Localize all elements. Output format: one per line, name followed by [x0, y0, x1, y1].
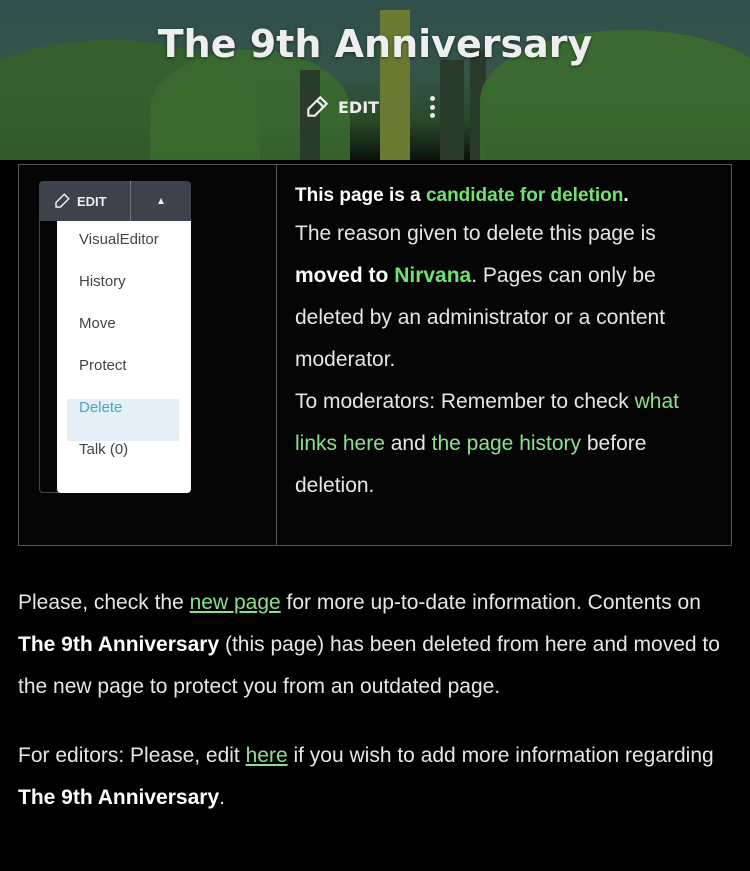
notice-text — [277, 165, 731, 545]
notice-heading: This page is a — [295, 185, 426, 206]
p2-text-3: . — [219, 786, 225, 809]
editors-paragraph — [18, 735, 732, 839]
more-options-icon[interactable] — [424, 94, 440, 120]
reason-text: The reason given to delete this page is — [295, 222, 656, 245]
here-link[interactable]: here — [245, 744, 288, 767]
pencil-icon — [304, 94, 330, 120]
before-deletion-text: before deletion. — [295, 432, 647, 497]
redirect-paragraph — [18, 582, 732, 708]
deletion-notice — [18, 164, 732, 546]
menu-item-talk: Talk (0) — [79, 441, 129, 458]
page-name-bold: The 9th Anniversary — [18, 633, 220, 656]
menu-item-history: History — [79, 273, 126, 290]
p1-text: Please, check the — [18, 591, 190, 614]
menu-item-move: Move — [79, 315, 116, 332]
menu-item-visualeditor: VisualEditor — [79, 231, 159, 248]
page-title: The 9th Anniversary — [157, 22, 593, 66]
and-text: and — [384, 432, 432, 455]
page-header-banner — [0, 0, 750, 160]
what-links-here-link[interactable]: what links here — [295, 390, 679, 455]
reason-rest: . Pages can only be deleted by an administrator or a content moderator. — [295, 264, 666, 371]
new-page-link[interactable]: new page — [189, 591, 281, 614]
page-name-bold: The 9th Anniversary — [18, 786, 220, 809]
p2-text-2: if you wish to add more information regarding — [287, 744, 714, 767]
reason-bold: moved to — [295, 264, 395, 287]
moderator-text: To moderators: Remember to check — [295, 390, 635, 413]
candidate-for-deletion-link[interactable]: candidate for deletion — [425, 185, 624, 206]
caret-up-icon: ▲ — [156, 195, 166, 207]
screenshot-edit-label: EDIT — [77, 193, 107, 209]
p2-text: For editors: Please, edit — [18, 744, 246, 767]
edit-menu-screenshot — [19, 165, 277, 545]
edit-button[interactable] — [304, 94, 379, 120]
nirvana-link[interactable]: Nirvana — [394, 264, 472, 287]
pencil-icon — [53, 192, 71, 210]
menu-item-protect: Protect — [79, 357, 127, 374]
p1-text-2: for more up-to-date information. Contents on — [280, 591, 701, 614]
p1-text-3: (this page) has been deleted from here and moved to the new page to protect you from an outdated page. — [18, 633, 720, 698]
page-history-link[interactable]: the page history — [431, 432, 582, 455]
edit-label: EDIT — [338, 97, 380, 117]
period: . — [623, 185, 629, 206]
menu-item-delete: Delete — [67, 399, 179, 441]
